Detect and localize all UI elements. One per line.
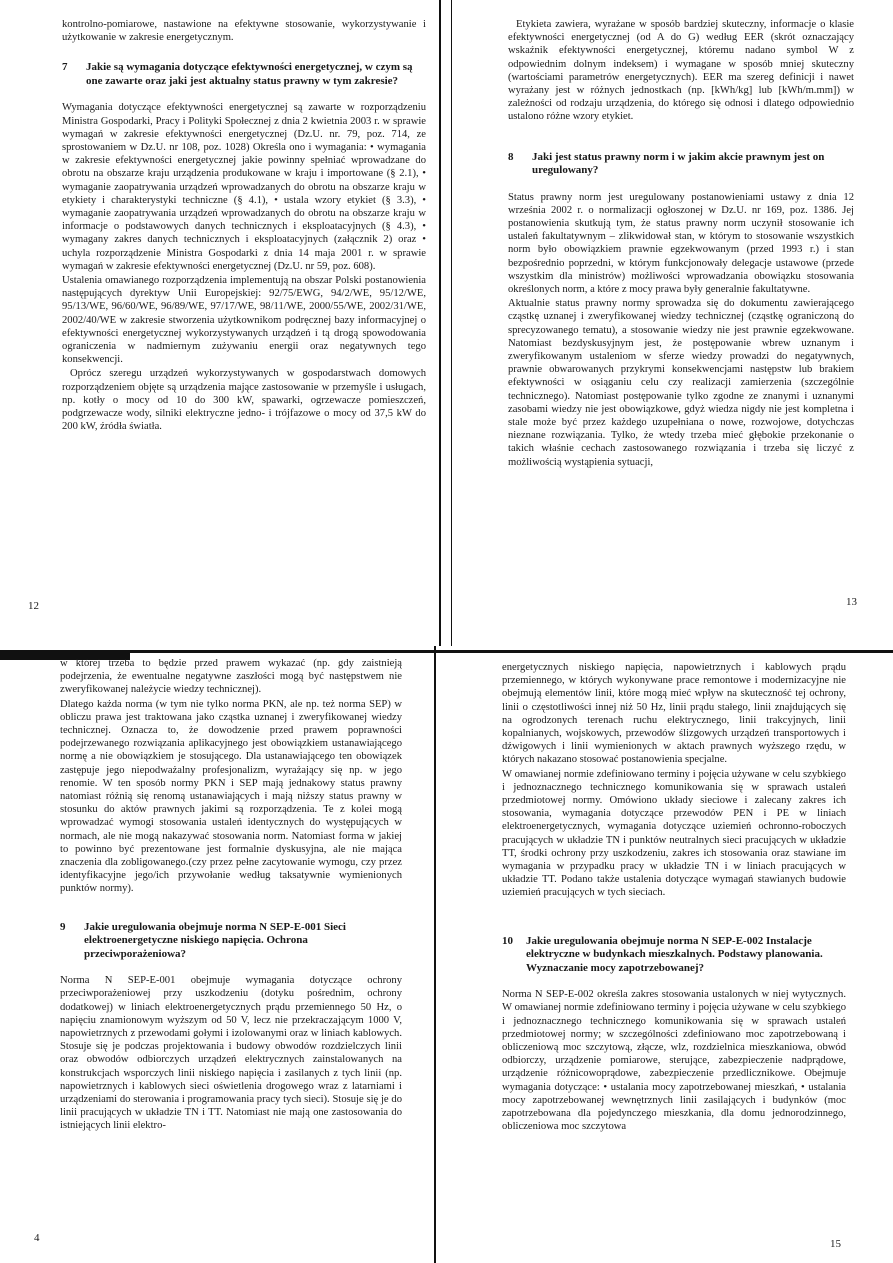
question-8-heading [508,151,854,178]
page-bottom-left [60,657,402,1209]
paragraph: Ustalenia omawianego rozporządzenia implementują na obszar Polski postanowienia następujących dyrektyw Unii Europejskiej: 92/75/EWG, 94/2/WE, 95/12/WE, 95/13/WE, 96/60/WE, 96/89/WE, 97/17/WE, 98/11/WE, 2000/55/WE, 2002/31/WE, 2002/40/WE w zakresie stworzenia użytkownikom podręcznej bazy informacyjnej o efektywności energetycznej wykorzystywanych urządzeń i tą drogą spowodowania ograniczenia w nadmiernym zużywaniu energii oraz negatywnych tego konsekwencji. [62,275,426,366]
paragraph: Norma N SEP-E-002 określa zakres stosowania ustalonych w niej wytycznych. W omawianej normie zdefiniowano terminy i pojęcia używane w celu szybkiego i jednoznacznego technicznego komunikowania się w sprawach ustaleń przedmiotowej normy; w szczególności zdefiniowano moc zapotrzebowaną i obliczeniową moc szczytową, złącze, wlz, rozdzielnica mieszkaniowa, obwód odbiorczy, urządzenie pomiarowe, sterujące, zabezpieczenie nadprądowe, urządzenie różnicowoprądowe, zabezpieczenie przedlicznikowe. Obejmuje wymagania dotyczące: • ustalania mocy zapotrzebowanej mieszkań, • ustalania mocy zapotrzebowanej wewnętrznych linii zasilających i budynków (moc zapotrzebowana dla pojedynczego mieszkania, dla domu jednorodzinnego, obliczeniowa moc szczytowa [502,989,846,1133]
horizontal-scan-edge [0,650,893,653]
question-10-heading [502,935,846,976]
question-title: Jakie są wymagania dotyczące efektywności energetycznej, w czym są one zawarte oraz jaki jest aktualny status prawny w tym zakresie? [86,61,413,87]
paragraph: w której trzeba to będzie przed prawem wykazać (np. gdy zaistnieją podejrzenia, że ewentualne negatywne zaszłości mogą być następstwem nie zweryfikowanej należycie wiedzy technicznej). [60,658,402,696]
page-number: 4 [34,1232,40,1244]
question-title: Jakie uregulowania obejmuje norma N SEP-E-001 Sieci elektroenergetyczne niskiego napięcia. Ochrona przeciwporażeniowa? [84,920,346,960]
page-bottom-right [502,661,846,1229]
question-7-heading [62,61,426,88]
question-number: 10 [502,934,513,947]
paragraph: W omawianej normie zdefiniowano terminy i pojęcia używane w celu szybkiego i jednoznacznego technicznego komunikowania się w sprawach ustaleń przedmiotowej normy. Omówiono układy sieciowe i zalecany zakres ich stosowania, wymagania dotyczące przewodów PEN i PE w liniach elektroenergetycznych, wymagania dotyczące uziemień ochronno-roboczych pracujących w układzie TN i punktów neutralnych sieci pracujących w układzie TT, środki ochrony przy uszkodzeniu, zakres ich stosowania oraz stawiane im wymagania w przypadku pracy w układzie TN i w liniach pracujących w układzie TT. Podano także ustalenia dotyczące wymagań stawianych budowie uziemień pracujących w tych sieciach. [502,768,846,899]
page-number: 12 [28,600,39,612]
question-title: Jaki jest status prawny norm i w jakim akcie prawnym jest on uregulowany? [532,150,825,177]
page-top-right [508,18,854,583]
question-title: Jakie uregulowania obejmuje norma N SEP-E-002 Instalacje elektryczne w budynkach mieszkalnych. Podstawy planowania. Wyznaczanie mocy zapotrzebowanej? [526,934,823,974]
vertical-divider-bottom [434,646,436,1263]
page-top-left [62,18,426,593]
question-9-heading [60,921,402,962]
paragraph: Status prawny norm jest uregulowany postanowieniami ustawy z dnia 12 września 2002 r. o normalizacji ogłoszonej w Dz.U. nr 169, poz. 1386. Jej postanowienia skutkują tym, że status prawny norm uczynił stosowanie ich ustaleń fakultatywnym – zlikwidował stan, w którym to stosowanie wszystkich norm było obowiązkiem prawnie egzekwowanym (przed 1993 r.) i stan bezpośrednio poprzedni, w którym funkcjonowały delegacje ustawowe (przede wszystkim dla ministrów) możliwości wprowadzania obowiązku stosowania określonych norm, a które z mocy prawa były generalnie fakultatywne. [508,191,854,296]
paragraph: Norma N SEP-E-001 obejmuje wymagania dotyczące ochrony przeciwporażeniowej przy uszkodzeniu (dotyku pośrednim, ochrony dodatkowej) w liniach elektroenergetycznych prądu przemiennego 50 Hz, o napięciu znamionowym wyższym od 50 V, lecz nie przekraczającym 1000 V, napowietrznych z przewodami gołymi i izolowanymi oraz w liniach kablowych. Stosuje się je podczas projektowania i budowy obwodów rozdzielczych linii oraz obwodów odbiorczych urządzeń elektrycznych zainstalowanych na konstrukcjach wsporczych linii niskiego napięcia i zasilanych z tych linii (np. napowietrznych i kablowych sieci oświetlenia drogowego wraz z latarniami i urządzeniami do sterowania i programowania pracy tych sieci). Stosuje się je do linii pracujących w układzie TN i TT. Natomiast nie mają one zastosowania do istniejących linii elektro- [60,975,402,1132]
paragraph: Etykieta zawiera, wyrażane w sposób bardziej skuteczny, informacje o klasie efektywności energetycznej (od A do G) według EER (skrót oznaczający wskaźnik efektywności energetycznej, któremu nadano symbol W z odpowiednim dolnym indeksem) i wymagane w sposób mniej skuteczny (wartościami parametrów energetycznych). EER ma szereg definicji i nawet wyrażany jest w różnych jednostkach (np. [kWh/kg] lub [kWh/m.mm]) w zależności od rodzaju urządzenia, do którego się odnosi i dlatego odpowiednio ustalono różne wzory etykiet. [508,19,854,123]
page-number: 15 [830,1238,841,1250]
intro-paragraph: kontrolno-pomiarowe, nastawione na efektywne stosowanie, wykorzystywanie i użytkowanie w zakresie energetycznym. [62,19,426,44]
paragraph: Wymagania dotyczące efektywności energetycznej są zawarte w rozporządzeniu Ministra Gospodarki, Pracy i Polityki Społecznej z dnia 2 kwietnia 2003 r. w sprawie wymagań w zakresie efektywności energetycznej (Dz.U. nr. 79, poz. 714, ze sprostowaniem w Dz.U. nr 108, poz. 1028) Określa ono i wymagania: • wymagania w zakresie efektywności energetycznej jakie powinny spełniać wprowadzane do obrotu na obszarze kraju urządzenia produkowane w kraju i importowane (§ 2.1), • wymaganie zaopatrywania urządzeń wprowadzanych do obrotu na obszarze kraju w etykiety i charakterystyki techniczne (§ 4.1), • ustala wzory etykiet (§ 3.3), • wymaganie zaopatrywania urządzeń wprowadzanych do obrotu na obszarze kraju w informacje o podstawowych danych technicznych i eksploatacyjnych (§ 4.3), • wymagany zakres danych technicznych i eksploatacyjnych (załącznik 2) oraz • uchyla rozporządzenie Ministra Gospodarki z dnia 14 maja 2001 r. w sprawie wymagań w zakresie efektywności energetycznej (Dz.U. nr 59, poz. 608). [62,102,426,272]
page-number: 13 [846,596,857,608]
paragraph: Dlatego każda norma (w tym nie tylko norma PKN, ale np. też norma SEP) w obliczu prawa jest traktowana jako cząstka uznanej i zweryfikowanej wiedzy technicznej. Oznacza to, że dowodzenie przed prawem poprawności podejrzewanego rozwiązania aplikacyjnego jest obowiązkiem ustanawiającego normę a nie obowiązkiem je stosującego. Dla ustanawiającego ten obowiązek zastępuje jego niepodważalny profesjonalizm, wyrażający się np. w jego renomie. W ten sposób normy PKN i SEP mają jednakowy status prawny natomiast różnią się renomą ustanawiających i mają niższy status prawny w stosunku do aktów prawnych jakimi są rozporządzenia. Te z kolei mogą wprowadzać wymogi stosowania ustaleń identycznych do występujących w normach, ale nie mogą nakazywać stosowania norm. Natomiast forma w jakiej to powinno być prezentowane jest formalnie dyskusyjna, ale nie mająca znaczenia dla zobligowanego.(czy przez pełne zacytowanie wymogu, czy przez identyfikacyjne jego/ich przywołanie według taksatywnie wymienionych punktów normy). [60,698,402,895]
paragraph: Oprócz szeregu urządzeń wykorzystywanych w gospodarstwach domowych rozporządzeniem objęte są urządzenia mające zastosowanie w przemyśle i usługach, np. kotły o mocy od 10 do 300 kW, spawarki, ogrzewacze pomieszczeń, podgrzewacze wody, silniki elektryczne jedno- i trójfazowe o mocy od 37,5 kW do 200 kW, źródła światła. [62,368,426,433]
question-number: 9 [60,920,66,933]
vertical-divider-top-inner [451,0,452,646]
paragraph: Aktualnie status prawny normy sprowadza się do dokumentu zawierającego cząstkę uznanej i zweryfikowanej wiedzy technicznej (cząstkę ograniczoną do sprecyzowanego tematu), a stosowanie wiedzy nie jest prawnie egzekwowane. Natomiast bezdyskusyjnym jest, że postępowanie wbrew uznanym i zweryfikowanym ustaleniom w sferze wiedzy prowadzi do negatywnych, prawnie obwarowanych przykrymi konsekwencjami następstw lub brakiem efektywności w osiąganiu celu czy realizacji zamierzenia (szczególnie technicznego). Natomiast postępowanie tylko zgodne ze znanymi i uznanymi zasobami wiedzy nie jest obowiązkowe, gdyż wiedza nigdy nie jest kompletna i stale może być przez każdego uzupełniana o nowe, rozwojowe, dotychczas nieznane rozwiązania. Tylko, że wtedy trzeba mieć głębokie przekonanie o takich właśnie cechach zastosowanego rozwiązania i trzeba się liczyć z możliwością wystąpienia sytuacji, [508,298,854,468]
vertical-divider-top [439,0,441,646]
question-number: 8 [508,150,514,163]
question-number: 7 [62,61,68,74]
paragraph: energetycznych niskiego napięcia, napowietrznych i kablowych prądu przemiennego, w których wykonywane prace remontowe i modernizacyjne nie obejmują elementów linii, które mogą mieć wpływ na skuteczność tej ochrony, linii o częstotliwości innej niż 50 Hz, linii prądu stałego, linii znajdujących się na ogrodzonych terenach ruchu elektrycznego, linii trakcyjnych, linii kopalnianych, wojskowych, przewodów ślizgowych urządzeń transportowych i dźwigowych i linii wymienionych w aktach prawnych wyższego rzędu, w których nakazano stosować postanowienia specjalne. [502,662,846,766]
